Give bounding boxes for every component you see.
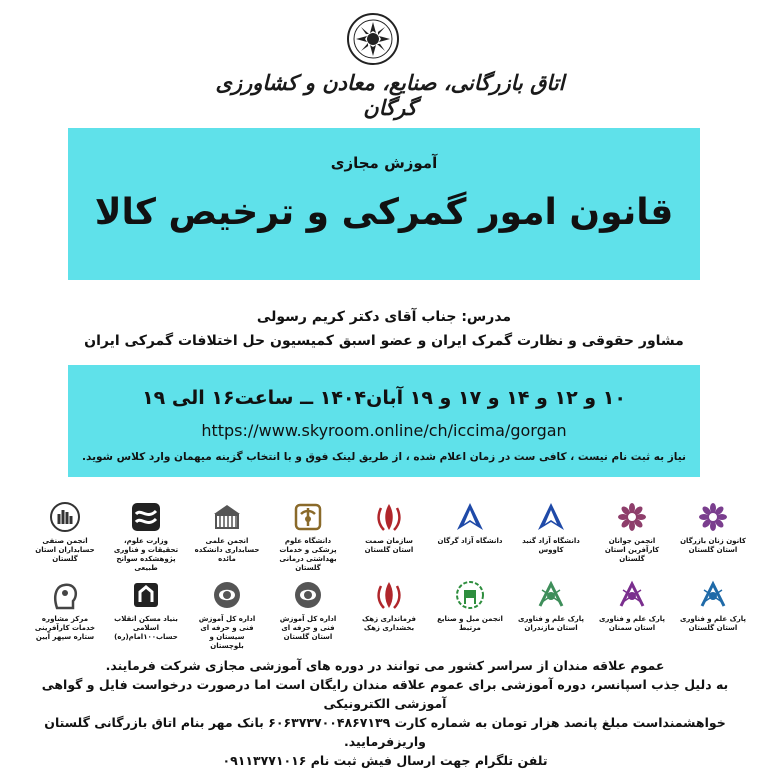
course-subtitle: آموزش مجازی: [330, 154, 438, 172]
sponsor-logo: [516, 578, 586, 650]
tvto-logo-icon: [210, 578, 244, 612]
chamber-emblem-icon: [346, 12, 400, 66]
sponsor-logo: [30, 578, 100, 650]
sponsor-logo-label: وزارت علوم، تحقیقات و فناوری پژوهشکده سوانح طبیعی: [113, 537, 179, 572]
sponsor-logo: [597, 578, 667, 650]
sponsor-logo: [273, 500, 343, 572]
flower-logo-icon: [696, 500, 730, 534]
gear-flower-logo-icon: [615, 500, 649, 534]
schedule-dates: ۱۰ و ۱۲ و ۱۴ و ۱۷ و ۱۹ آبان۱۴۰۴ ــ ساعت۱۶ الی ۱۹: [142, 387, 626, 409]
circle-building-logo-icon: [48, 500, 82, 534]
logo-row-1: [30, 500, 748, 572]
instructor-info: [68, 305, 700, 353]
instructor-title: مشاور حقوقی و نظارت گمرک ایران و عضو اسبق کمیسیون حل اختلافات گمرکی ایران: [84, 333, 684, 349]
sponsor-logo-label: بنیاد مسکن انقلاب اسلامی حساب۱۰۰امام(ره): [114, 615, 178, 641]
consulting-head-logo-icon: [48, 578, 82, 612]
sponsor-logo-label: انجمن جوانان کارآفرین استان گلستان: [604, 537, 660, 563]
sponsor-logo-label: فرمانداری زهک بخشداری زهک: [362, 615, 416, 632]
azad-university-logo-icon: [453, 500, 487, 534]
sponsor-logo: [435, 500, 505, 572]
instructor-name: مدرس: جناب آقای دکتر کریم رسولی: [256, 309, 512, 325]
sponsor-logo-label: پارک علم و فناوری استان مازندران: [517, 615, 585, 632]
title-band: [68, 128, 700, 280]
furniture-logo-icon: [453, 578, 487, 612]
sponsor-logo-label: کانون زنان بازرگان استان گلستان: [680, 537, 746, 554]
sponsor-logo: [435, 578, 505, 650]
join-note: نیاز به ثبت نام نیست ، کافی ست در زمان اعلام شده ، از طریق لینک فوق و با انتخاب گزینه میهمان وارد کلاس شوید.: [82, 451, 686, 463]
sponsor-logo: [273, 578, 343, 650]
sponsor-logo-label: پارک علم و فناوری استان سمنان: [598, 615, 666, 632]
science-park-logo-icon: [615, 578, 649, 612]
tvto-logo-icon: [291, 578, 325, 612]
sponsor-logo-label: انجمن مبل و صنایع مرتبط: [437, 615, 503, 632]
iran-emblem-logo-icon: [372, 578, 406, 612]
sponsor-logo-label: دانشگاه آزاد گرگان: [437, 537, 503, 545]
footer-line-2: به دلیل جذب اسپانسر، دوره آموزشی برای عموم علاقه مندان رایگان است اما درصورت درخواست فایل و گواهی آموزشی الکترونیکی: [41, 677, 729, 711]
sponsor-logo-label: دانشگاه آزاد گنبد کاووس: [522, 537, 580, 554]
housing-foundation-logo-icon: [129, 578, 163, 612]
sponsor-logo-label: دانشگاه علوم پزشکی و خدمات بهداشتی درمانی گلستان: [279, 537, 337, 572]
class-link[interactable]: https://www.skyroom.online/ch/iccima/gorgan: [201, 421, 567, 440]
sponsor-logo: [678, 500, 748, 572]
footer-notes: [40, 656, 730, 770]
sponsor-logo-label: انجمن صنفی حسابداران استان گلستان: [35, 537, 95, 563]
azad-university-logo-icon: [534, 500, 568, 534]
header: [0, 0, 768, 120]
sponsor-logo-label: پارک علم و فناوری استان گلستان: [679, 615, 747, 632]
sponsor-logo: [354, 500, 424, 572]
footer-line-4: تلفن تلگرام جهت ارسال فیش ثبت نام ۰۹۱۱۳۷۷۱۰۱۶: [222, 753, 548, 768]
science-park-logo-icon: [696, 578, 730, 612]
sponsor-logo: [111, 500, 181, 572]
sponsor-logo: [597, 500, 667, 572]
schedule-band: [68, 365, 700, 477]
sponsor-logo: [354, 578, 424, 650]
sponsor-logo: [192, 500, 262, 572]
sponsor-logo: [30, 500, 100, 572]
wave-logo-icon: [129, 500, 163, 534]
building-logo-icon: [210, 500, 244, 534]
sponsor-logo-label: اداره کل آموزش فنی و حرفه ای سیستان و بلوچستان: [198, 615, 256, 650]
sponsor-logo-label: اداره کل آموزش فنی و حرفه ای استان گلستان: [279, 615, 337, 641]
sponsor-logo: [516, 500, 586, 572]
sponsor-logo-label: سازمان صمت استان گلستان: [364, 537, 414, 554]
science-park-logo-icon: [534, 578, 568, 612]
sponsor-logo-label: انجمن علمی حسابداری دانشکده مائده: [194, 537, 260, 563]
iran-emblem-logo-icon: [372, 500, 406, 534]
sponsor-logo: [192, 578, 262, 650]
sponsor-logos: [30, 500, 748, 656]
org-name: اتاق بازرگانی، صنایع، معادن و کشاورزی گرگان: [215, 70, 565, 120]
footer-line-3: خواهشمنداست مبلغ پانصد هزار تومان به شماره کارت ۶۰۶۳۷۳۷۰۰۴۸۶۷۱۳۹ بانک مهر بنام اتاق بازرگانی گلستان واریزفرمایید.: [44, 715, 726, 749]
course-title: قانون امور گمرکی و ترخیص کالا: [94, 192, 674, 233]
footer-line-1: عموم علاقه مندان از سراسر کشور می توانند در دوره های آموزشی مجازی شرکت فرمایند.: [105, 658, 665, 673]
logo-row-2: [30, 578, 748, 650]
sponsor-logo-label: مرکز مشاوره خدمات کارآفرینی ستاره سپهر آیین: [34, 615, 96, 641]
medical-university-logo-icon: [291, 500, 325, 534]
sponsor-logo: [111, 578, 181, 650]
sponsor-logo: [678, 578, 748, 650]
